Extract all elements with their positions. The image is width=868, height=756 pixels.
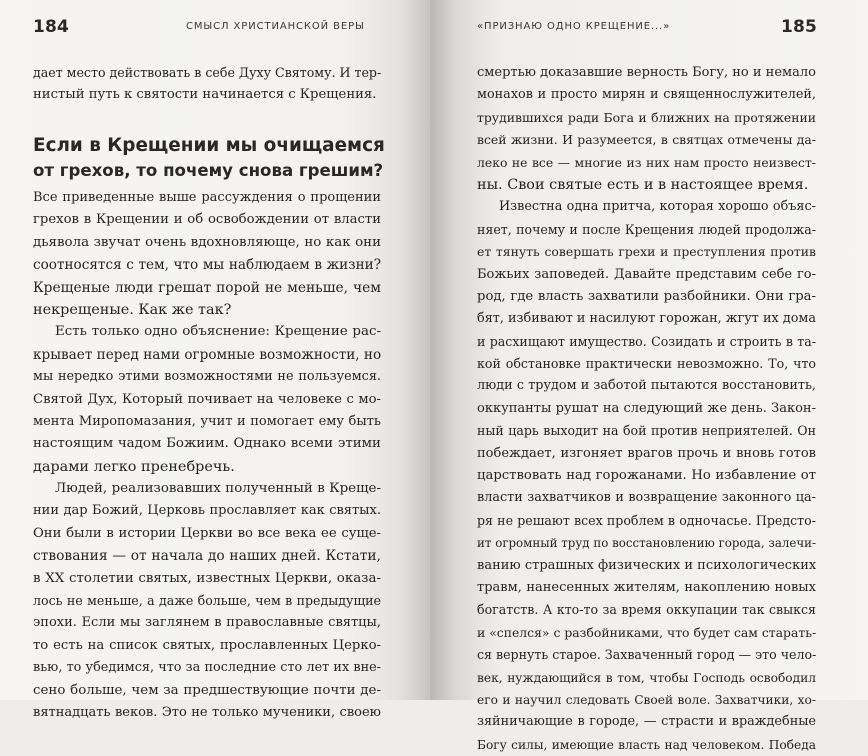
text-line: смертью доказавшие верность Богу, но и немало <box>477 65 816 80</box>
running-head-left: СМЫСЛ ХРИСТИАНСКОЙ ВЕРЫ <box>186 21 365 32</box>
text-line: некрещеные. Как же так? <box>33 301 232 318</box>
text-line: травм, нанесенных жителям, накоплению новых <box>477 579 816 595</box>
text-line: кой обстановке практически невозможно. То, что <box>477 356 816 372</box>
heading-line: Если в Крещении мы очищаемся <box>33 135 385 156</box>
text-line: бят, избивают и насилуют горожан, жгут их дома <box>477 311 816 327</box>
text-line: ет тянуть совершать грехи и преступления против <box>477 244 816 260</box>
text-line: Известна одна притча, которая хорошо объяс- <box>499 199 816 215</box>
text-line: Они были в истории Церкви во все века ее суще- <box>33 525 381 541</box>
text-line: ря не решают всех проблем в одночасье. Предсто- <box>477 512 816 528</box>
text-line: нистый путь к святости начинается с Крещения. <box>33 87 377 103</box>
text-line: дает место действовать в себе Духу Святому. И тер- <box>33 65 382 80</box>
text-line: мента Миропомазания, учит и помогает ему быть <box>33 413 381 429</box>
text-line: ит огромный труд по восстановлению города, залечи- <box>477 536 816 551</box>
text-line: оккупанты рушат на следующий же день. Закон- <box>477 400 816 416</box>
text-line: эпохи. Если мы заглянем в православные святцы, <box>33 615 381 631</box>
page-number-right: 185 <box>781 17 818 37</box>
text-line: богатств. А кто-то за время оккупации так свыкся <box>477 602 816 618</box>
left-page <box>0 0 430 720</box>
text-line: мы нередко этими возможностями не пользуемся. <box>33 369 381 385</box>
text-line: люди с трудом и заботой пытаются восстановить, <box>477 378 816 394</box>
text-line: в XX столетии святых, известных Церкви, оказа- <box>33 570 381 586</box>
left-top-paragraph <box>33 62 381 107</box>
text-line: Святой Дух, Который почивает на человеке с мо- <box>33 391 381 407</box>
text-line: царствовать над горожанами. Но избавление от <box>477 468 816 484</box>
text-line: Есть только одно объяснение: Крещение рас- <box>55 324 381 340</box>
text-line: вятнадцать веков. Это не только мученики, своею <box>33 704 381 720</box>
text-line: и расхищают имущество. Созидать и строить в та- <box>477 333 816 349</box>
text-line: монахов и просто мирян и священнослужителей, <box>477 87 816 103</box>
text-line: настоящим чадом Божиим. Однако всеми этими <box>33 436 381 452</box>
text-line: ся вернуть старое. Захваченный город — это чело- <box>477 647 817 663</box>
text-line: грехов в Крещении и об освобождении от власти <box>33 212 381 228</box>
text-line: нии дар Божий, Церковь прославляет как святых. <box>33 503 381 519</box>
section-heading <box>33 133 385 183</box>
text-line: Крещеные люди грешат порой не меньше, чем <box>33 279 381 296</box>
text-line: дьявола звучат очень вдохновляюще, но как они <box>33 234 381 250</box>
text-line: соотносятся с тем, что мы наблюдаем в жизни? <box>33 257 381 274</box>
left-body-text <box>33 187 381 724</box>
text-line: Богу силы, имеющие власть над человеком. Победа <box>477 737 816 752</box>
text-line: няет, почему и после Крещения людей продолжа- <box>477 221 816 237</box>
text-line: век, нуждающийся в том, чтобы Господь освободил <box>477 670 816 685</box>
running-head-right: «ПРИЗНАЮ ОДНО КРЕЩЕНИЕ...» <box>477 21 671 32</box>
heading-line: от грехов, то почему снова грешим? <box>33 161 384 180</box>
text-line: крывает перед нами огромные возможности, но <box>33 346 382 363</box>
text-line: ный царь выходит на бой против неприятелей. Он <box>477 423 816 439</box>
text-line: ванию страшных физических и психологических <box>477 557 817 573</box>
text-line: вью, то убедимся, что за последние сто лет их вне- <box>33 660 381 676</box>
text-line: зяйничающие в городе, — страсти и враждебные <box>477 714 816 730</box>
right-body-text <box>477 62 816 756</box>
text-line: Все приведенные выше рассуждения о прощении <box>33 190 381 205</box>
text-line: Божьих заповедей. Давайте представим себе го- <box>477 266 816 282</box>
right-page <box>430 0 868 752</box>
text-line: и «спелся» с разбойниками, что будет сам старать- <box>477 624 817 640</box>
text-line: сено больше, чем за предшествующие почти де- <box>33 682 381 698</box>
text-line: побеждает, изгоняет врагов прочь и вновь готов <box>477 445 816 461</box>
text-line: его и научил следовать Своей воле. Захватчики, хо- <box>477 692 816 707</box>
text-line: власти захватчиков и возвращение законного ца- <box>477 490 816 506</box>
text-line: ны. Свои святые есть и в настоящее время. <box>477 176 809 193</box>
text-line: Людей, реализовавших полученный в Крещe- <box>55 481 381 497</box>
text-line: род, где власть захватили разбойники. Они гра- <box>477 288 816 304</box>
text-line: ствования — от начала до наших дней. Кстати, <box>33 548 381 565</box>
text-line: то есть на список святых, прославленных Церко- <box>33 637 381 653</box>
text-line: лось не меньше, а даже больше, чем в предыдущие <box>33 593 381 609</box>
page-number-left: 184 <box>33 17 70 37</box>
text-line: всей жизни. И разумеется, в святцах отмечены да- <box>477 132 816 148</box>
text-line: леко не все — многие из них нам просто неизвест- <box>477 154 816 170</box>
text-line: трудившихся ради Бога и ближних на протяжении <box>477 109 816 125</box>
text-line: дарами легко пренебречь. <box>33 458 235 475</box>
